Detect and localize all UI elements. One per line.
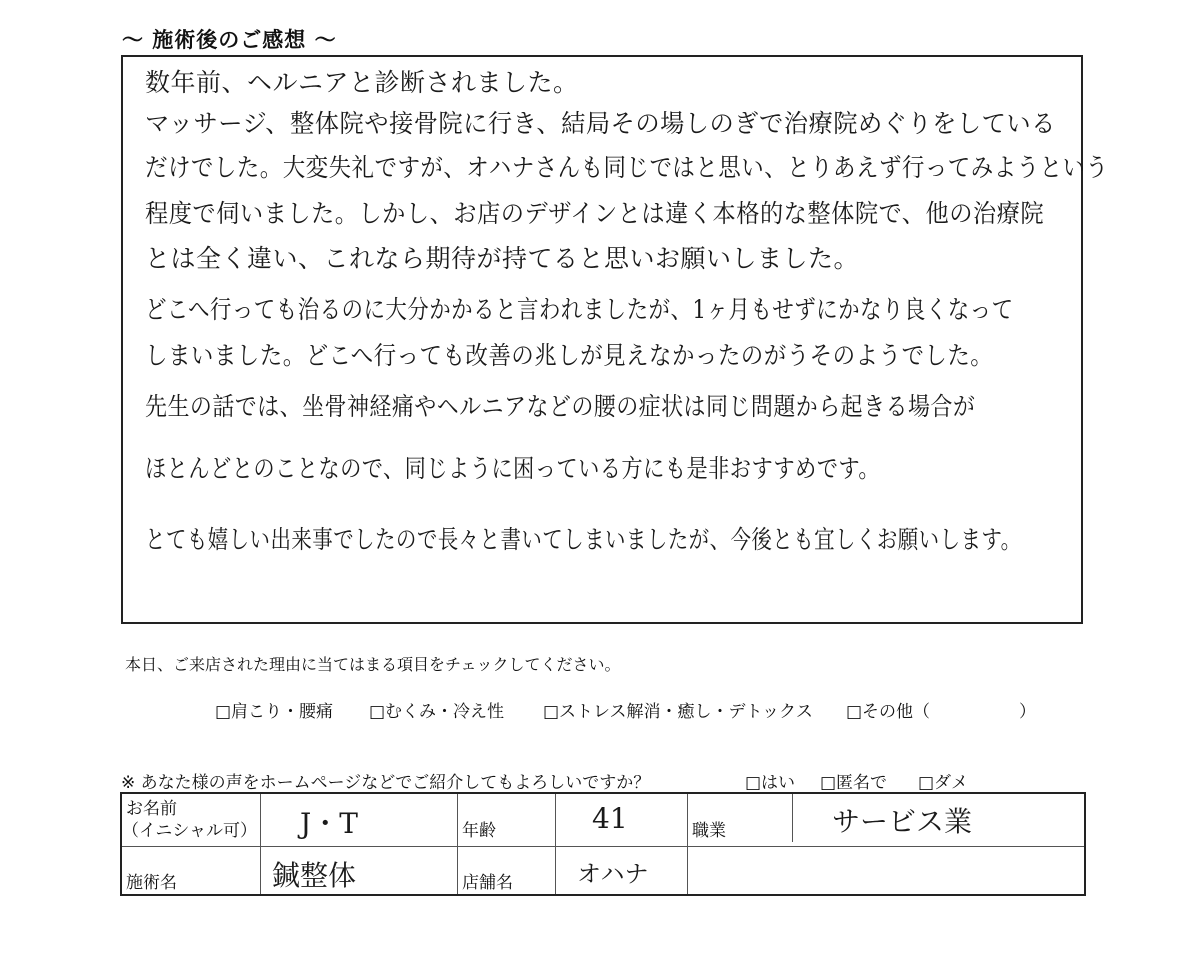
comment-line: 程度で伺いました。しかし、お店のデザインとは違く本格的な整体院で、他の治療院 — [145, 199, 1045, 228]
name-value[interactable]: J・T — [300, 807, 358, 840]
treatment-value[interactable]: 鍼整体 — [272, 859, 357, 892]
consent-yes-checkbox[interactable]: □はい — [745, 773, 796, 793]
info-table — [120, 792, 1086, 896]
treatment-label: 施術名 — [126, 873, 177, 893]
comment-line: マッサージ、整体院や接骨院に行き、結局その場しのぎで治療院めぐりをしている — [145, 109, 1056, 138]
form-title: ～ 施術後のご感想 ～ — [122, 28, 337, 52]
comment-line: ほとんどとのことなので、同じように困っている方にも是非おすすめです。 — [145, 454, 881, 483]
name-label-sub: （イニシャル可） — [122, 821, 257, 841]
visit-reason-other[interactable]: □その他（ — [846, 702, 931, 722]
table-divider — [260, 794, 261, 894]
table-divider — [555, 794, 556, 894]
consent-no-checkbox[interactable]: □ダメ — [918, 773, 969, 793]
visit-reason-other-close: ） — [1019, 702, 1036, 722]
comment-line: とは全く違い、これなら期待が持てると思いお願いしました。 — [145, 244, 860, 273]
table-divider — [122, 846, 1084, 847]
consent-question: ※ あなた様の声をホームページなどでご紹介してもよろしいですか？ — [121, 773, 651, 793]
comment-line: とても嬉しい出来事でしたので長々と書いてしまいましたが、今後とも宜しくお願いします。 — [145, 525, 1022, 554]
age-value[interactable]: 41 — [592, 802, 628, 835]
store-label: 店舗名 — [462, 873, 513, 893]
visit-reason-stress[interactable]: □ストレス解消・癒し・デトックス — [543, 702, 813, 722]
age-label: 年齢 — [462, 821, 496, 841]
job-value[interactable]: サービス業 — [832, 805, 973, 838]
table-divider — [457, 794, 458, 894]
comment-line: 先生の話では、坐骨神経痛やヘルニアなどの腰の症状は同じ問題から起きる場合が — [145, 392, 976, 421]
comment-line: 数年前、ヘルニアと診断されました。 — [145, 68, 579, 97]
consent-anonymous-checkbox[interactable]: □匿名で — [820, 773, 888, 793]
table-divider — [687, 794, 688, 894]
store-value[interactable]: オハナ — [577, 860, 649, 888]
job-label: 職業 — [692, 821, 726, 841]
table-divider — [792, 794, 793, 842]
comment-box — [121, 55, 1109, 624]
comment-line: どこへ行っても治るのに大分かかると言われましたが、1ヶ月もせずにかなり良くなって — [145, 295, 1014, 324]
visit-reason-katakori[interactable]: □肩こり・腰痛 — [215, 702, 334, 722]
visit-question: 本日、ご来店された理由に当てはまる項目をチェックしてください。 — [125, 655, 621, 674]
comment-line: だけでした。大変失礼ですが、オハナさんも同じではと思い、とりあえず行ってみようという — [145, 153, 1109, 182]
comment-line: しまいました。どこへ行っても改善の兆しが見えなかったのがうそのようでした。 — [145, 341, 994, 370]
name-label: お名前 — [126, 799, 177, 819]
visit-reason-mukumi[interactable]: □むくみ・冷え性 — [369, 702, 505, 722]
